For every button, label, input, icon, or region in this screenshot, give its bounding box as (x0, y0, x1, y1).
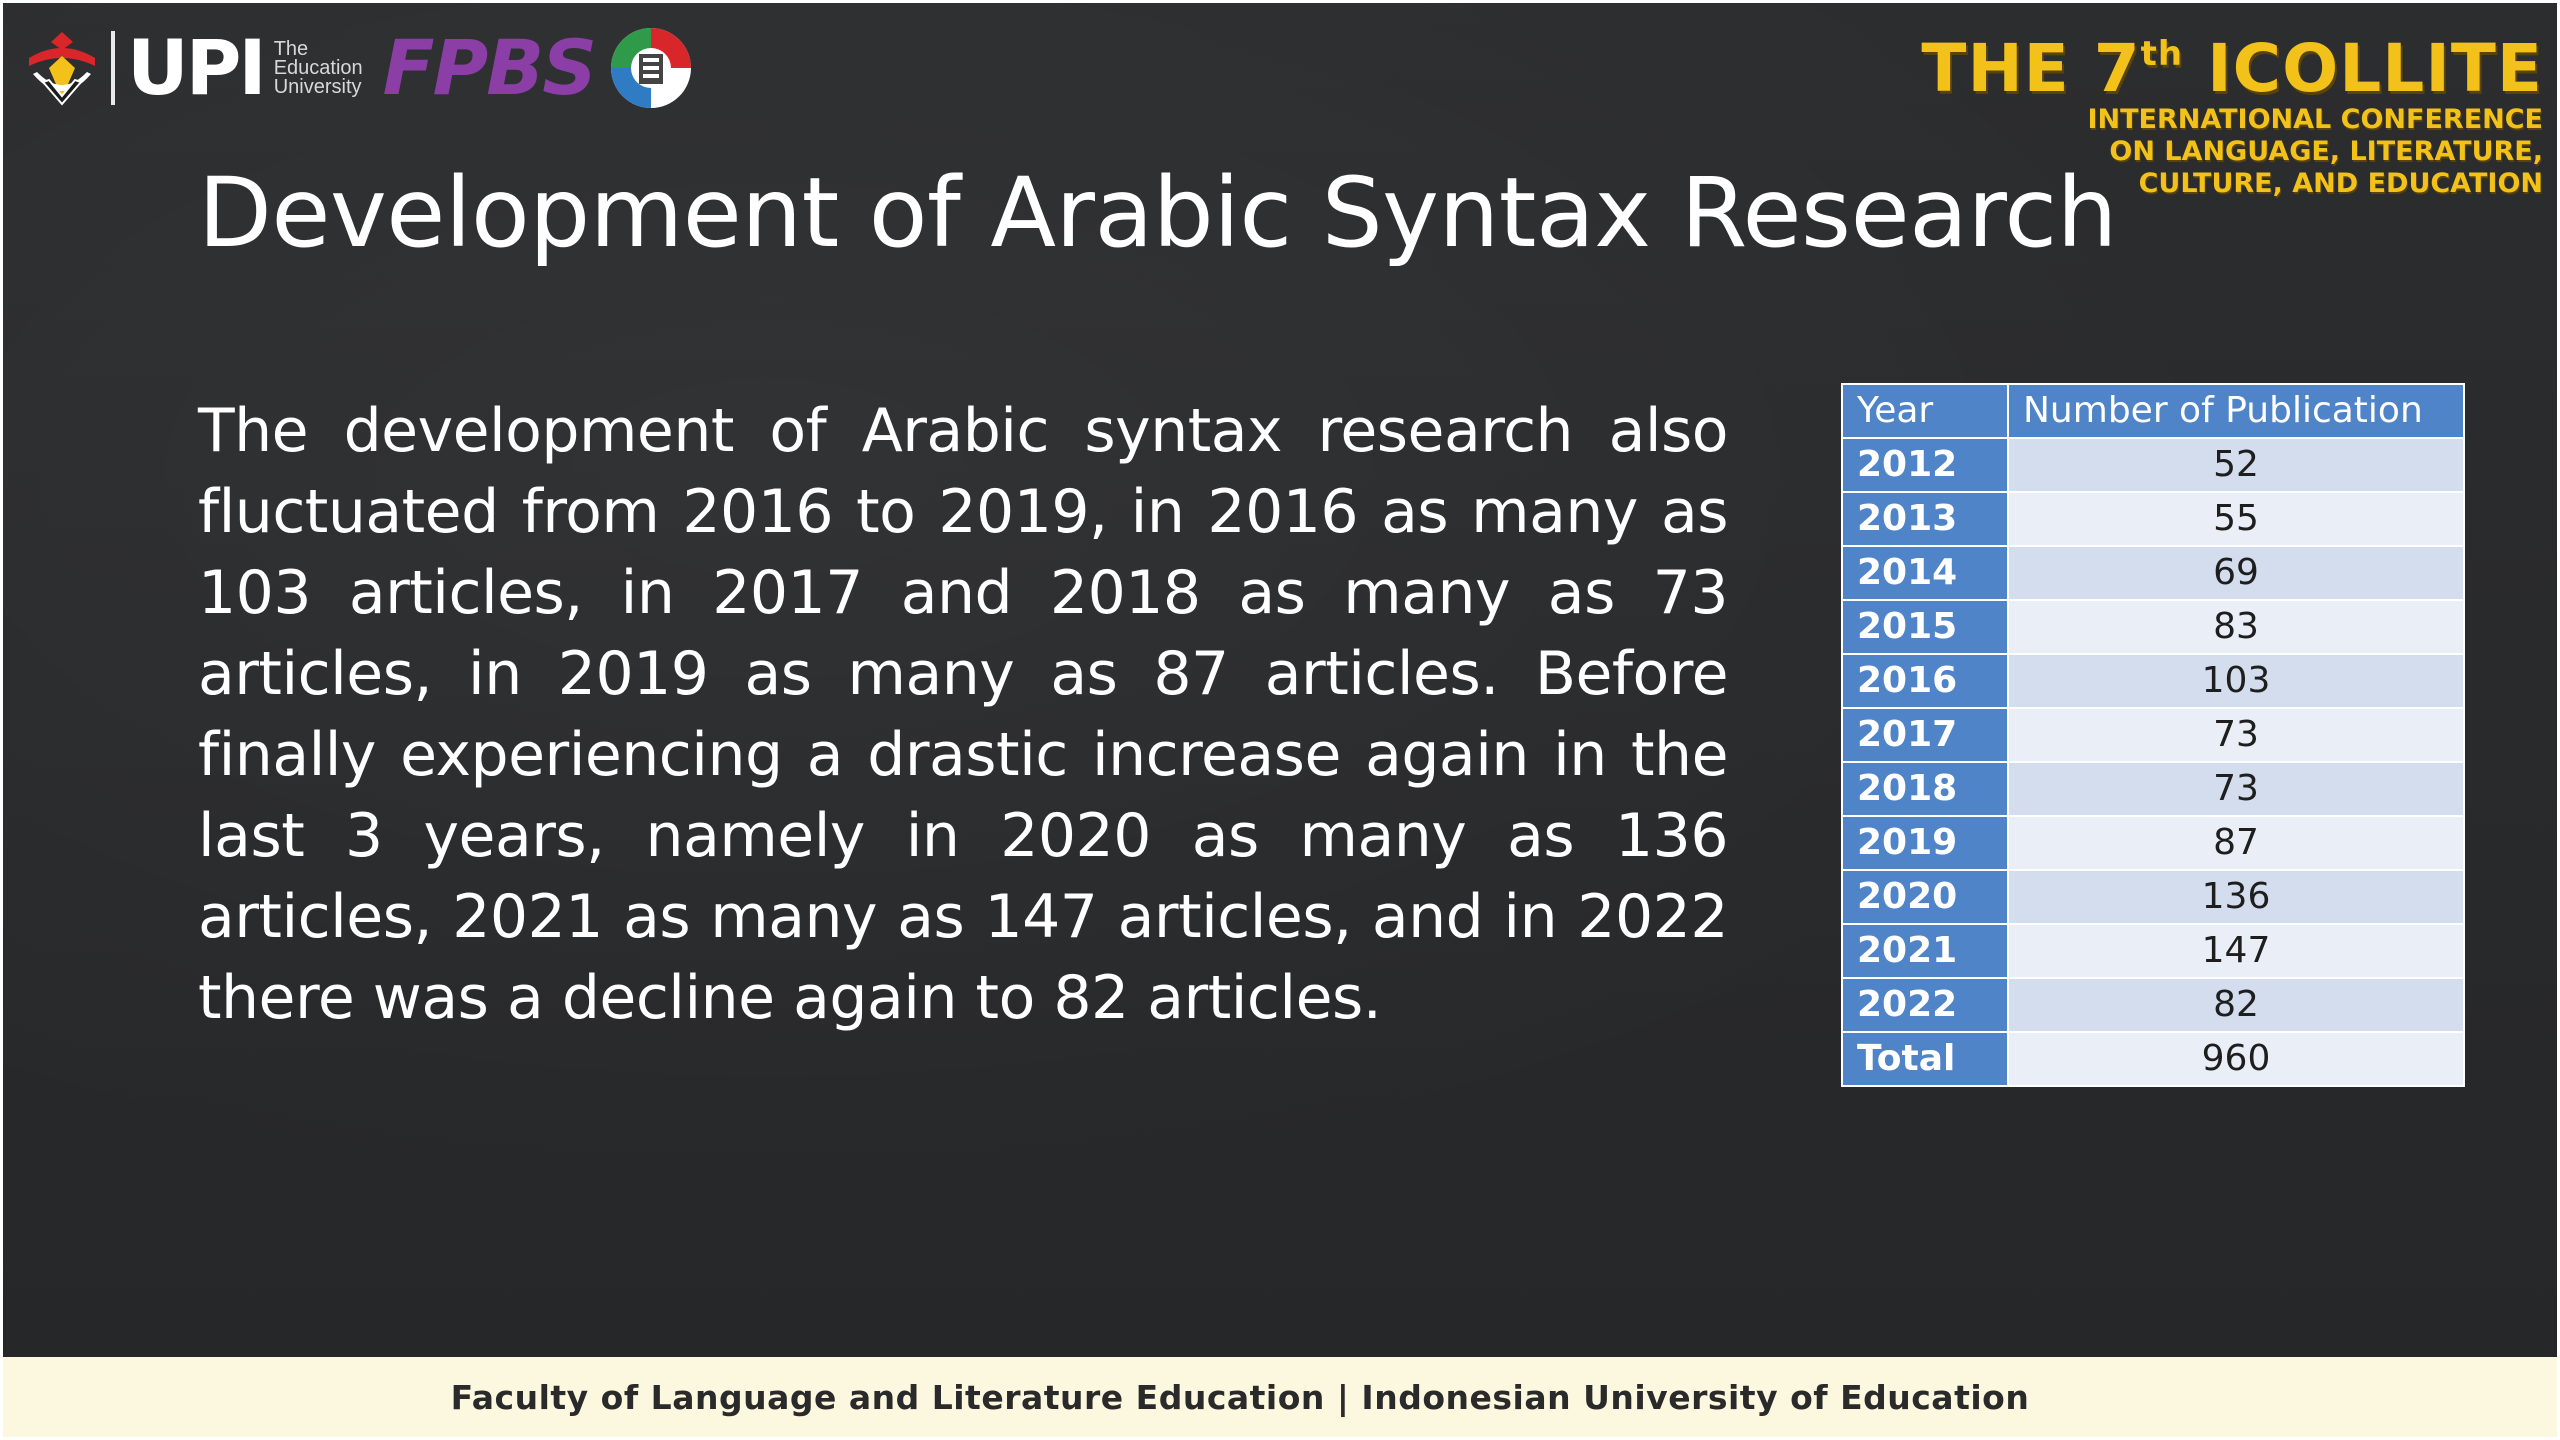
fpbs-wordmark: FPBS (382, 23, 595, 112)
cell-publication-count: 69 (2008, 546, 2464, 600)
slide (3, 3, 2557, 1357)
table-body (1842, 438, 2464, 1086)
cell-year: 2014 (1842, 546, 2008, 600)
cell-year: 2012 (1842, 438, 2008, 492)
body-paragraph: The development of Arabic syntax research also fluctuated from 2016 to 2019, in 2016 as many as 103 articles, in 2017 and 2018 as many as 73 articles, in 2019 as many as 87 articles. Before finally experiencing a drastic increase again in the last 3 years, namely in 2020 as many as 136 articles, 2021 as many as 147 articles, and in 2022 there was a decline again to 82 articles. (198, 396, 1728, 1033)
cell-year: 2016 (1842, 654, 2008, 708)
cell-publication-count: 103 (2008, 654, 2464, 708)
upi-subtitle-line: The (273, 37, 309, 60)
cell-year: Total (1842, 1032, 2008, 1086)
cell-publication-count: 55 (2008, 492, 2464, 546)
logo-separator (111, 31, 115, 105)
table-row (1842, 762, 2464, 816)
upi-subtitle (273, 37, 363, 98)
cell-year: 2020 (1842, 870, 2008, 924)
table-row (1842, 816, 2464, 870)
table-row (1842, 870, 2464, 924)
conference-title-prefix: THE 7 (1921, 30, 2141, 107)
cell-publication-count: 147 (2008, 924, 2464, 978)
upi-subtitle-line: University (273, 75, 362, 98)
publication-table (1841, 383, 2465, 1087)
cell-publication-count: 136 (2008, 870, 2464, 924)
cell-year: 2017 (1842, 708, 2008, 762)
footer-text: Faculty of Language and Literature Education | Indonesian University of Education (450, 1377, 2030, 1417)
upi-wordmark: UPI (127, 23, 264, 112)
conference-title-suffix: ICOLLITE (2183, 30, 2543, 107)
cell-year: 2015 (1842, 600, 2008, 654)
cell-publication-count: 52 (2008, 438, 2464, 492)
table-row (1842, 438, 2464, 492)
cell-year: 2018 (1842, 762, 2008, 816)
table-row (1842, 654, 2464, 708)
cell-publication-count: 73 (2008, 762, 2464, 816)
conference-line: INTERNATIONAL CONFERENCE (2087, 104, 2543, 135)
table-row (1842, 1032, 2464, 1086)
cell-year: 2021 (1842, 924, 2008, 978)
table-row (1842, 600, 2464, 654)
cell-year: 2013 (1842, 492, 2008, 546)
conference-title-sup: th (2140, 34, 2184, 74)
cell-publication-count: 83 (2008, 600, 2464, 654)
logo-bar (23, 23, 693, 113)
slide-title: Development of Arabic Syntax Research (198, 157, 2117, 269)
conference-line: CULTURE, AND EDUCATION (2138, 168, 2543, 199)
table-row (1842, 708, 2464, 762)
upi-emblem-icon (23, 28, 101, 108)
table-row (1842, 546, 2464, 600)
table-header-row (1842, 384, 2464, 438)
cell-publication-count: 960 (2008, 1032, 2464, 1086)
column-header-count: Number of Publication (2008, 384, 2464, 438)
cell-publication-count: 87 (2008, 816, 2464, 870)
footer-bar (3, 1357, 2557, 1437)
conference-title (1903, 19, 2543, 107)
cell-publication-count: 73 (2008, 708, 2464, 762)
upi-subtitle-line: Education (273, 56, 363, 79)
conference-line: ON LANGUAGE, LITERATURE, (2109, 136, 2543, 167)
cell-year: 2022 (1842, 978, 2008, 1032)
fpbs-emblem-icon (609, 26, 693, 110)
table-row (1842, 978, 2464, 1032)
column-header-year: Year (1842, 384, 2008, 438)
table-row (1842, 924, 2464, 978)
table-row (1842, 492, 2464, 546)
cell-year: 2019 (1842, 816, 2008, 870)
cell-publication-count: 82 (2008, 978, 2464, 1032)
